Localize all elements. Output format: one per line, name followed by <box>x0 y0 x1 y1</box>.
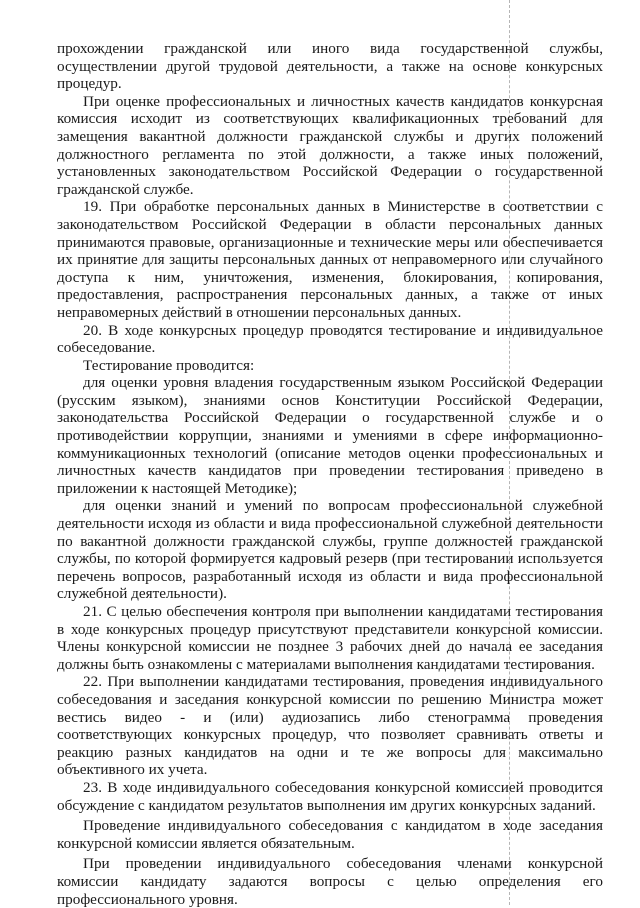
paragraph-interview-questions: При проведении индивидуального собеседования членами конкурсной комиссии кандидату задаются вопросы с целью определения его профессионального уровня. <box>57 855 603 908</box>
paragraph-item-20: 20. В ходе конкурсных процедур проводятся тестирование и индивидуальное собеседование. <box>57 321 603 357</box>
paragraph-interview-mandatory: Проведение индивидуального собеседования с кандидатом в ходе заседания конкурсной комиссии является обязательным. <box>57 817 603 852</box>
document-body <box>57 40 603 908</box>
paragraph-testing-language: для оценки уровня владения государственным языком Российской Федерации (русским языком), знаниями основ Конституции Российской Федерации, законодательства Российской Федерации о государственной службе и о противодействии коррупции, знаниями и умениями в сфере информационно-коммуникационных технологий (описание методов оценки профессиональных и личностных качеств кандидатов при проведении тестирования приведено в приложении к настоящей Методике); <box>57 374 603 497</box>
paragraph-item-22: 22. При выполнении кандидатами тестирования, проведения индивидуального собеседования и заседания конкурсной комиссии по решению Министра может вестись видео - и (или) аудиозапись либо стенограмма проведения соответствующих конкурсных процедур, что позволяет сравнивать ответы и реакцию разных кандидатов на одни и те же вопросы для максимально объективного их учета. <box>57 673 603 779</box>
paragraph-item-21: 21. С целью обеспечения контроля при выполнении кандидатами тестирования в ходе конкурсных процедур присутствуют представители конкурсной комиссии. Члены конкурсной комиссии не позднее 3 рабочих дней до начала ее заседания должны быть ознакомлены с материалами выполнения кандидатами тестирования. <box>57 603 603 673</box>
paragraph-item-19: 19. При обработке персональных данных в Министерстве в соответствии с законодательством Российской Федерации в области персональных данных принимаются правовые, организационные и технические меры или обеспечивается их принятие для защиты персональных данных от неправомерного или случайного доступа к ним, уничтожения, изменения, блокирования, копирования, предоставления, распространения персональных данных, а также от иных неправомерных действий в отношении персональных данных. <box>57 198 603 321</box>
paragraph-testing-intro: Тестирование проводится: <box>83 356 255 374</box>
paragraph-candidate-evaluation: При оценке профессиональных и личностных качеств кандидатов конкурсная комиссия исходит из соответствующих квалификационных требований для замещения вакантной должности гражданской службы и других положений должностного регламента по этой должности, а также иных положений, установленных законодательством Российской Федерации о государственной гражданской службе. <box>57 92 603 198</box>
paragraph-testing-professional: для оценки знаний и умений по вопросам профессиональной служебной деятельности исходя из области и вида профессиональной служебной деятельности по вакантной должности гражданской службы, группе должностей гражданской службы, по которой формируется кадровый резерв (при тестировании используется перечень вопросов, разработанный исходя из области и вида профессиональной служебной деятельности). <box>57 497 603 603</box>
paragraph-continuation: прохождении гражданской или иного вида государственной службы, осуществлении другой трудовой деятельности, а также на основе конкурсных процедур. <box>57 40 603 93</box>
paragraph-item-23: 23. В ходе индивидуального собеседования конкурсной комиссией проводится обсуждение с кандидатом результатов выполнения им других конкурсных заданий. <box>57 778 603 814</box>
